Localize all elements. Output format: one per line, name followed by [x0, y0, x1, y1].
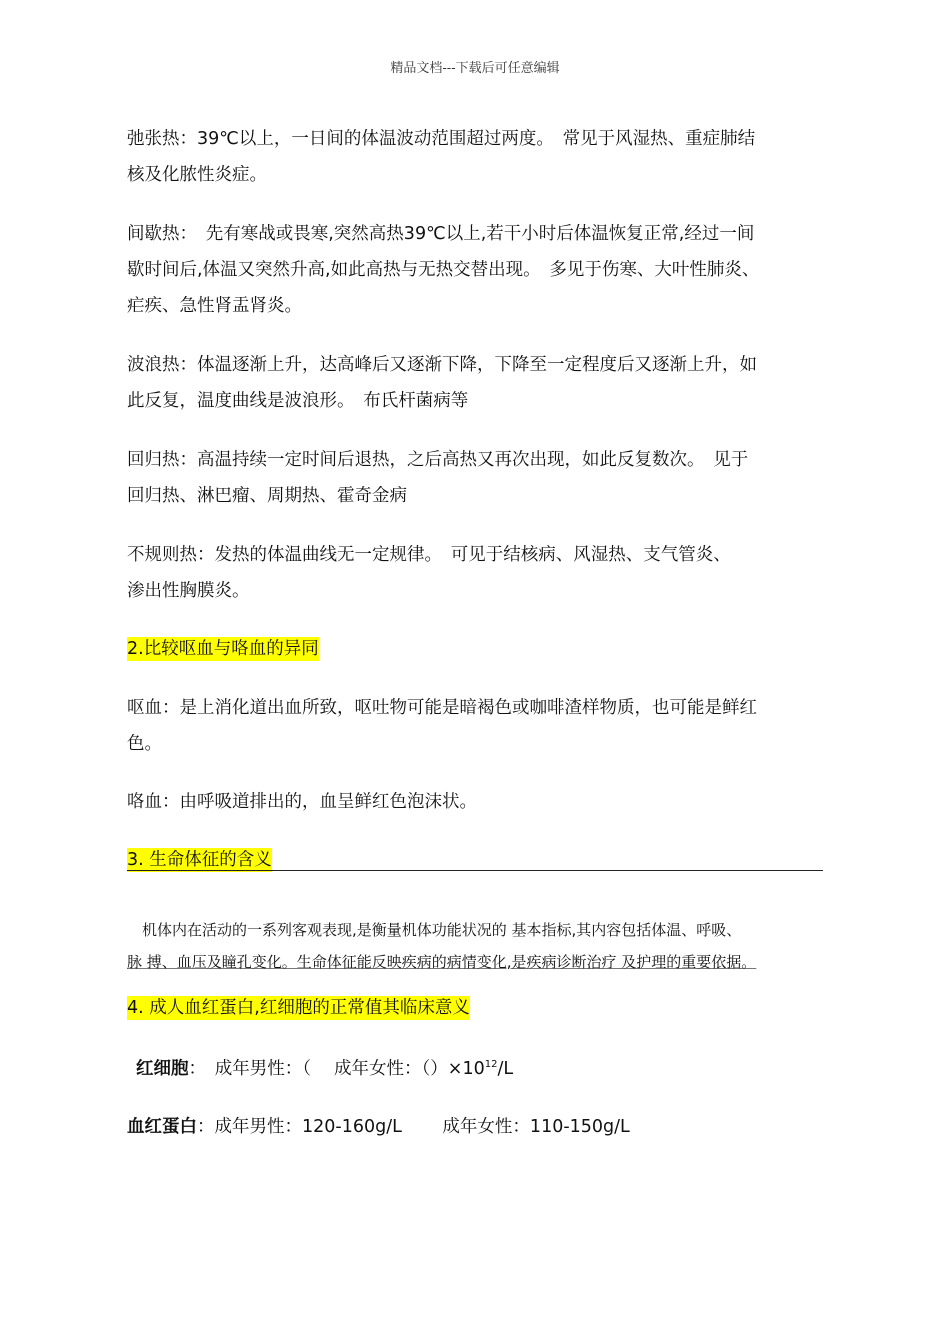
hemoglobin-normal-values: [127, 1113, 630, 1138]
text-line: 咯血：由呼吸道排出的，血呈鲜红色泡沫状。: [127, 792, 477, 812]
text-line: 渗出性胸膜炎。: [127, 581, 250, 601]
rbc-normal-values: [136, 1055, 513, 1080]
text-line: 波浪热：体温逐渐上升，达高峰后又逐渐下降，下降至一定程度后又逐渐上升，如: [127, 355, 757, 375]
text-line: 色。: [127, 734, 162, 754]
rbc-exponent: 12: [484, 1059, 498, 1071]
text-line: 此反复，温度曲线是波浪形。 布氏杆菌病等: [127, 391, 469, 411]
text-line: 脉 搏、血压及瞳孔变化。生命体征能反映疾病的病情变化,是疾病诊断治疗 及护理的重要依据。: [127, 953, 757, 971]
text-line: 弛张热：39℃以上，一日间的体温波动范围超过两度。 常见于风湿热、重症肺结: [127, 129, 756, 149]
section-3-rule: [127, 870, 823, 871]
text-line: 机体内在活动的一系列客观表现,是衡量机体功能状况的 基本指标,其内容包括体温、呼吸、: [127, 921, 742, 939]
text-line: 回归热：高温持续一定时间后退热，之后高热又再次出现，如此反复数次。 见于: [127, 450, 749, 470]
paragraph-vital-signs: [127, 914, 847, 978]
rbc-unit: /L: [497, 1059, 514, 1079]
section-2-heading: 2.比较呕血与咯血的异同: [127, 639, 319, 659]
page-header: 精品文档---下载后可任意编辑: [390, 61, 560, 76]
text-line: 呕血：是上消化道出血所致，呕吐物可能是暗褐色或咖啡渣样物质，也可能是鲜红: [127, 698, 757, 718]
paragraph-intermittent-fever: [127, 216, 827, 324]
section-4-heading: 4. 成人血红蛋白,红细胞的正常值其临床意义: [127, 998, 470, 1018]
paragraph-relapsing-fever: [127, 442, 827, 514]
paragraph-hematemesis: [127, 690, 827, 762]
paragraph-undulant-fever: [127, 347, 827, 419]
rbc-label: 红细胞: [136, 1059, 189, 1079]
text-line: 间歇热： 先有寒战或畏寒,突然高热39℃以上,若干小时后体温恢复正常,经过一间: [127, 224, 755, 244]
paragraph-remittent-fever: [127, 121, 827, 193]
text-line: 疟疾、急性肾盂肾炎。: [127, 296, 302, 316]
paragraph-irregular-fever: [127, 537, 827, 609]
section-3-heading: 3. 生命体征的含义: [127, 850, 272, 870]
hemoglobin-label: 血红蛋白: [127, 1117, 197, 1137]
paragraph-hemoptysis: [127, 784, 827, 820]
rbc-text: ： 成年男性：（ 成年女性：（）×10: [188, 1059, 485, 1079]
text-line: 歇时间后,体温又突然升高,如此高热与无热交替出现。 多见于伤寒、大叶性肺炎、: [127, 260, 760, 280]
text-line: 不规则热：发热的体温曲线无一定规律。 可见于结核病、风湿热、支气管炎、: [127, 545, 731, 565]
text-line: 回归热、淋巴瘤、周期热、霍奇金病: [127, 486, 407, 506]
text-line: 核及化脓性炎症。: [127, 165, 267, 185]
hemoglobin-text: ：成年男性：120-160g/L 成年女性：110-150g/L: [197, 1117, 630, 1137]
